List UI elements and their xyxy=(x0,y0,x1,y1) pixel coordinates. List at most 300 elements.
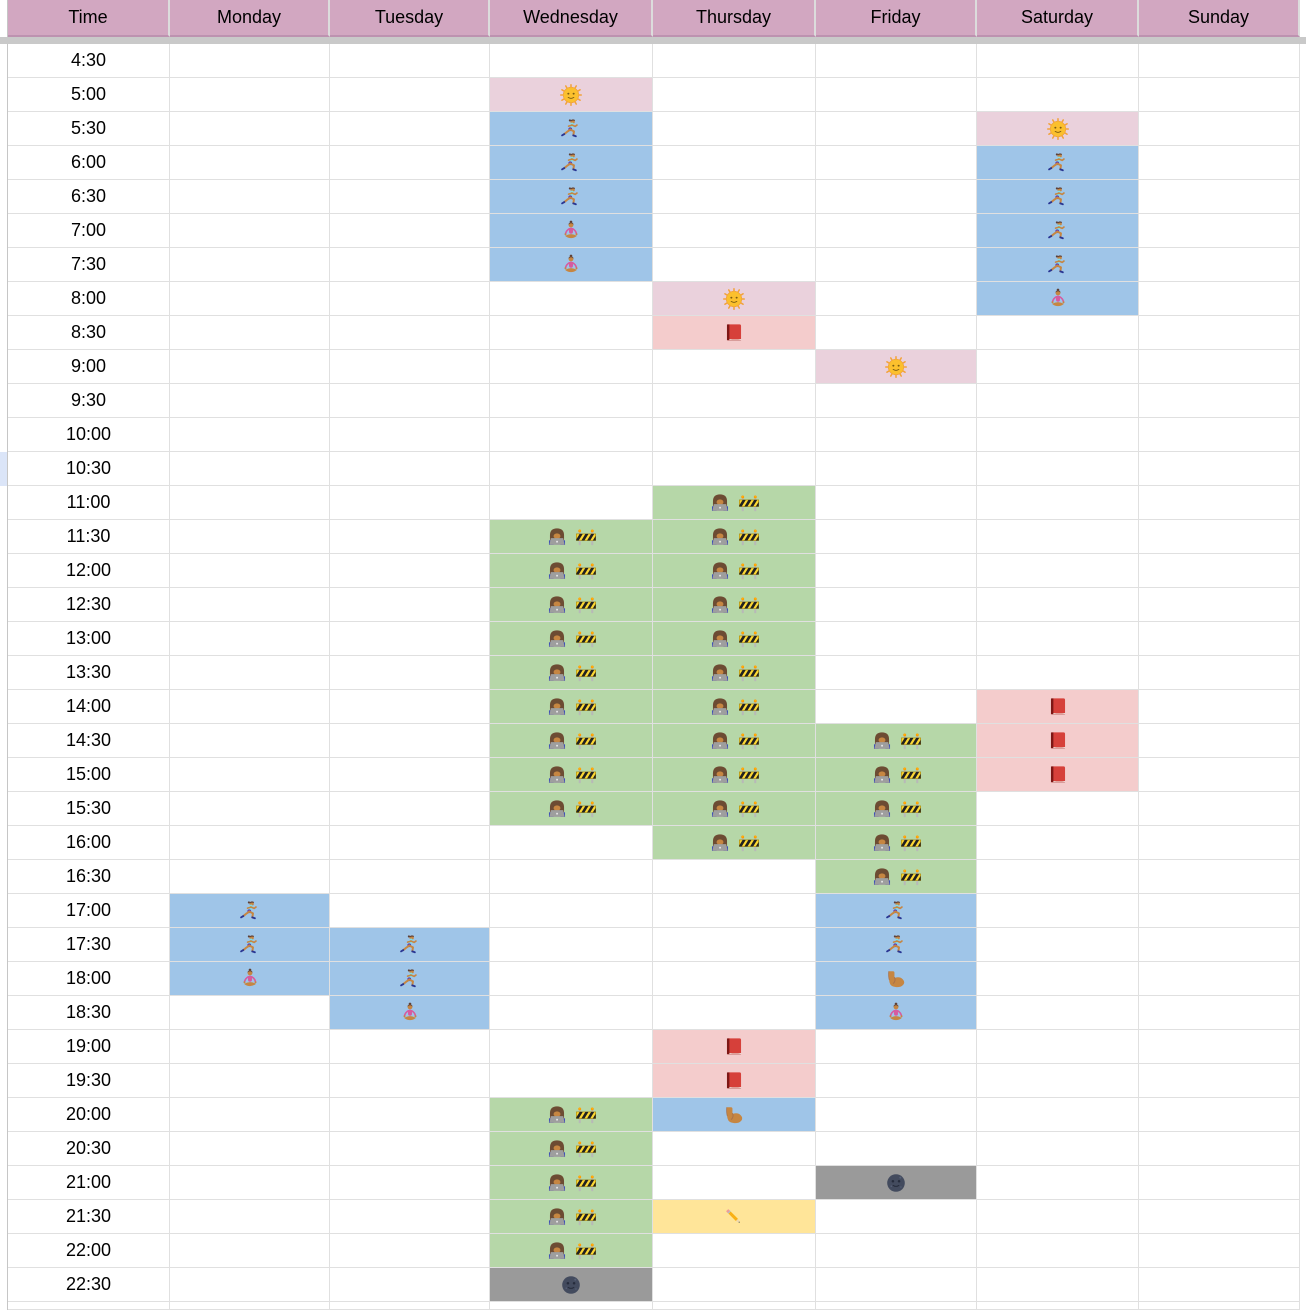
cell-saturday-11:00[interactable] xyxy=(977,486,1139,520)
cell-sunday-4:30[interactable] xyxy=(1139,44,1300,78)
cell-monday-9:00[interactable] xyxy=(170,350,330,384)
cell-thursday-5:30[interactable] xyxy=(653,112,816,146)
cell-tuesday-21:30[interactable] xyxy=(330,1200,490,1234)
cell-monday-10:00[interactable] xyxy=(170,418,330,452)
cell-saturday-11:30[interactable] xyxy=(977,520,1139,554)
cell-friday-13:00[interactable] xyxy=(816,622,977,656)
cell-monday-6:00[interactable] xyxy=(170,146,330,180)
cell-thursday-21:30[interactable] xyxy=(653,1200,816,1234)
cell-thursday-9:30[interactable] xyxy=(653,384,816,418)
time-label-14:30[interactable]: 14:30 xyxy=(8,724,170,758)
cell-monday-5:30[interactable] xyxy=(170,112,330,146)
time-label-20:00[interactable]: 20:00 xyxy=(8,1098,170,1132)
cell-monday-16:00[interactable] xyxy=(170,826,330,860)
cell-friday-5:30[interactable] xyxy=(816,112,977,146)
time-label-20:30[interactable]: 20:30 xyxy=(8,1132,170,1166)
cell-saturday-22:00[interactable] xyxy=(977,1234,1139,1268)
cell-thursday-6:00[interactable] xyxy=(653,146,816,180)
time-label-empty[interactable] xyxy=(8,1302,170,1310)
cell-thursday-18:30[interactable] xyxy=(653,996,816,1030)
cell-tuesday-20:00[interactable] xyxy=(330,1098,490,1132)
column-header-tuesday[interactable]: Tuesday xyxy=(330,0,490,37)
cell-saturday-17:00[interactable] xyxy=(977,894,1139,928)
cell-friday-18:30[interactable] xyxy=(816,996,977,1030)
cell-friday-11:00[interactable] xyxy=(816,486,977,520)
cell-wednesday-8:00[interactable] xyxy=(490,282,653,316)
cell-friday-12:30[interactable] xyxy=(816,588,977,622)
cell-saturday-5:30[interactable] xyxy=(977,112,1139,146)
cell-saturday-20:00[interactable] xyxy=(977,1098,1139,1132)
cell-thursday-18:00[interactable] xyxy=(653,962,816,996)
cell-wednesday-14:00[interactable] xyxy=(490,690,653,724)
cell-wednesday-15:00[interactable] xyxy=(490,758,653,792)
cell-monday-7:30[interactable] xyxy=(170,248,330,282)
cell-monday-8:00[interactable] xyxy=(170,282,330,316)
cell-monday-21:00[interactable] xyxy=(170,1166,330,1200)
cell-friday-6:30[interactable] xyxy=(816,180,977,214)
cell-friday-20:30[interactable] xyxy=(816,1132,977,1166)
cell-friday-4:30[interactable] xyxy=(816,44,977,78)
cell-thursday-6:30[interactable] xyxy=(653,180,816,214)
time-label-13:30[interactable]: 13:30 xyxy=(8,656,170,690)
cell-tuesday-13:30[interactable] xyxy=(330,656,490,690)
cell-tuesday-5:00[interactable] xyxy=(330,78,490,112)
time-label-12:30[interactable]: 12:30 xyxy=(8,588,170,622)
cell-sunday-9:30[interactable] xyxy=(1139,384,1300,418)
cell-wednesday-18:30[interactable] xyxy=(490,996,653,1030)
cell-thursday-4:30[interactable] xyxy=(653,44,816,78)
cell-tuesday-22:00[interactable] xyxy=(330,1234,490,1268)
cell-sunday-19:00[interactable] xyxy=(1139,1030,1300,1064)
cell-sunday-15:00[interactable] xyxy=(1139,758,1300,792)
cell-sunday-16:00[interactable] xyxy=(1139,826,1300,860)
cell-monday-13:30[interactable] xyxy=(170,656,330,690)
cell-saturday-7:00[interactable] xyxy=(977,214,1139,248)
cell-thursday-22:00[interactable] xyxy=(653,1234,816,1268)
cell-wednesday-12:30[interactable] xyxy=(490,588,653,622)
cell-saturday-6:30[interactable] xyxy=(977,180,1139,214)
time-label-12:00[interactable]: 12:00 xyxy=(8,554,170,588)
cell-sunday-20:00[interactable] xyxy=(1139,1098,1300,1132)
cell-wednesday-11:30[interactable] xyxy=(490,520,653,554)
cell-saturday-18:30[interactable] xyxy=(977,996,1139,1030)
cell-monday-14:30[interactable] xyxy=(170,724,330,758)
cell-wednesday-11:00[interactable] xyxy=(490,486,653,520)
cell-sunday-8:00[interactable] xyxy=(1139,282,1300,316)
column-header-time[interactable]: Time xyxy=(8,0,170,37)
cell-saturday-12:30[interactable] xyxy=(977,588,1139,622)
time-label-6:30[interactable]: 6:30 xyxy=(8,180,170,214)
cell-wednesday-21:30[interactable] xyxy=(490,1200,653,1234)
time-label-14:00[interactable]: 14:00 xyxy=(8,690,170,724)
cell-wednesday-10:30[interactable] xyxy=(490,452,653,486)
cell-friday-19:00[interactable] xyxy=(816,1030,977,1064)
cell-wednesday-17:00[interactable] xyxy=(490,894,653,928)
column-header-sunday[interactable]: Sunday xyxy=(1139,0,1300,37)
column-header-saturday[interactable]: Saturday xyxy=(977,0,1139,37)
cell-thursday-bottom[interactable] xyxy=(653,1302,816,1310)
cell-sunday-18:30[interactable] xyxy=(1139,996,1300,1030)
cell-tuesday-10:30[interactable] xyxy=(330,452,490,486)
time-label-5:00[interactable]: 5:00 xyxy=(8,78,170,112)
cell-thursday-14:30[interactable] xyxy=(653,724,816,758)
cell-thursday-10:30[interactable] xyxy=(653,452,816,486)
cell-tuesday-8:30[interactable] xyxy=(330,316,490,350)
cell-thursday-13:30[interactable] xyxy=(653,656,816,690)
cell-thursday-9:00[interactable] xyxy=(653,350,816,384)
cell-sunday-19:30[interactable] xyxy=(1139,1064,1300,1098)
cell-wednesday-13:30[interactable] xyxy=(490,656,653,690)
cell-monday-22:00[interactable] xyxy=(170,1234,330,1268)
cell-wednesday-19:00[interactable] xyxy=(490,1030,653,1064)
cell-saturday-19:30[interactable] xyxy=(977,1064,1139,1098)
cell-tuesday-5:30[interactable] xyxy=(330,112,490,146)
cell-saturday-21:30[interactable] xyxy=(977,1200,1139,1234)
cell-friday-11:30[interactable] xyxy=(816,520,977,554)
cell-thursday-13:00[interactable] xyxy=(653,622,816,656)
cell-saturday-10:30[interactable] xyxy=(977,452,1139,486)
cell-thursday-17:30[interactable] xyxy=(653,928,816,962)
cell-wednesday-16:00[interactable] xyxy=(490,826,653,860)
time-label-16:00[interactable]: 16:00 xyxy=(8,826,170,860)
cell-friday-14:00[interactable] xyxy=(816,690,977,724)
cell-wednesday-6:00[interactable] xyxy=(490,146,653,180)
cell-friday-20:00[interactable] xyxy=(816,1098,977,1132)
cell-friday-13:30[interactable] xyxy=(816,656,977,690)
column-header-thursday[interactable]: Thursday xyxy=(653,0,816,37)
cell-saturday-4:30[interactable] xyxy=(977,44,1139,78)
cell-monday-15:00[interactable] xyxy=(170,758,330,792)
cell-thursday-12:30[interactable] xyxy=(653,588,816,622)
time-label-8:00[interactable]: 8:00 xyxy=(8,282,170,316)
time-label-9:00[interactable]: 9:00 xyxy=(8,350,170,384)
cell-monday-19:00[interactable] xyxy=(170,1030,330,1064)
cell-friday-9:30[interactable] xyxy=(816,384,977,418)
cell-sunday-20:30[interactable] xyxy=(1139,1132,1300,1166)
cell-saturday-8:00[interactable] xyxy=(977,282,1139,316)
cell-saturday-21:00[interactable] xyxy=(977,1166,1139,1200)
cell-wednesday-6:30[interactable] xyxy=(490,180,653,214)
cell-sunday-21:30[interactable] xyxy=(1139,1200,1300,1234)
cell-tuesday-10:00[interactable] xyxy=(330,418,490,452)
cell-friday-7:30[interactable] xyxy=(816,248,977,282)
cell-sunday-7:30[interactable] xyxy=(1139,248,1300,282)
cell-sunday-12:00[interactable] xyxy=(1139,554,1300,588)
cell-tuesday-19:00[interactable] xyxy=(330,1030,490,1064)
cell-tuesday-21:00[interactable] xyxy=(330,1166,490,1200)
cell-saturday-10:00[interactable] xyxy=(977,418,1139,452)
time-label-22:30[interactable]: 22:30 xyxy=(8,1268,170,1302)
time-label-15:00[interactable]: 15:00 xyxy=(8,758,170,792)
cell-tuesday-14:00[interactable] xyxy=(330,690,490,724)
time-label-4:30[interactable]: 4:30 xyxy=(8,44,170,78)
cell-tuesday-8:00[interactable] xyxy=(330,282,490,316)
cell-tuesday-15:30[interactable] xyxy=(330,792,490,826)
cell-tuesday-17:30[interactable] xyxy=(330,928,490,962)
cell-wednesday-20:30[interactable] xyxy=(490,1132,653,1166)
cell-tuesday-15:00[interactable] xyxy=(330,758,490,792)
time-label-7:30[interactable]: 7:30 xyxy=(8,248,170,282)
cell-monday-9:30[interactable] xyxy=(170,384,330,418)
column-header-wednesday[interactable]: Wednesday xyxy=(490,0,653,37)
cell-saturday-15:30[interactable] xyxy=(977,792,1139,826)
cell-tuesday-13:00[interactable] xyxy=(330,622,490,656)
cell-thursday-11:30[interactable] xyxy=(653,520,816,554)
time-label-11:00[interactable]: 11:00 xyxy=(8,486,170,520)
cell-sunday-17:00[interactable] xyxy=(1139,894,1300,928)
cell-saturday-9:00[interactable] xyxy=(977,350,1139,384)
time-label-21:30[interactable]: 21:30 xyxy=(8,1200,170,1234)
cell-tuesday-9:00[interactable] xyxy=(330,350,490,384)
time-label-15:30[interactable]: 15:30 xyxy=(8,792,170,826)
cell-saturday-5:00[interactable] xyxy=(977,78,1139,112)
cell-friday-17:30[interactable] xyxy=(816,928,977,962)
cell-sunday-16:30[interactable] xyxy=(1139,860,1300,894)
cell-saturday-14:30[interactable] xyxy=(977,724,1139,758)
cell-wednesday-4:30[interactable] xyxy=(490,44,653,78)
cell-sunday-6:00[interactable] xyxy=(1139,146,1300,180)
time-label-5:30[interactable]: 5:30 xyxy=(8,112,170,146)
cell-wednesday-15:30[interactable] xyxy=(490,792,653,826)
cell-tuesday-22:30[interactable] xyxy=(330,1268,490,1302)
cell-tuesday-12:30[interactable] xyxy=(330,588,490,622)
cell-friday-22:00[interactable] xyxy=(816,1234,977,1268)
cell-sunday-10:00[interactable] xyxy=(1139,418,1300,452)
cell-saturday-17:30[interactable] xyxy=(977,928,1139,962)
cell-friday-16:00[interactable] xyxy=(816,826,977,860)
cell-friday-18:00[interactable] xyxy=(816,962,977,996)
cell-thursday-17:00[interactable] xyxy=(653,894,816,928)
cell-friday-8:30[interactable] xyxy=(816,316,977,350)
cell-monday-18:30[interactable] xyxy=(170,996,330,1030)
cell-tuesday-4:30[interactable] xyxy=(330,44,490,78)
cell-tuesday-11:00[interactable] xyxy=(330,486,490,520)
cell-monday-bottom[interactable] xyxy=(170,1302,330,1310)
cell-saturday-14:00[interactable] xyxy=(977,690,1139,724)
cell-thursday-16:00[interactable] xyxy=(653,826,816,860)
cell-monday-4:30[interactable] xyxy=(170,44,330,78)
cell-wednesday-16:30[interactable] xyxy=(490,860,653,894)
time-label-16:30[interactable]: 16:30 xyxy=(8,860,170,894)
cell-thursday-8:30[interactable] xyxy=(653,316,816,350)
time-label-21:00[interactable]: 21:00 xyxy=(8,1166,170,1200)
cell-monday-18:00[interactable] xyxy=(170,962,330,996)
cell-thursday-7:30[interactable] xyxy=(653,248,816,282)
cell-saturday-15:00[interactable] xyxy=(977,758,1139,792)
cell-wednesday-12:00[interactable] xyxy=(490,554,653,588)
cell-saturday-13:00[interactable] xyxy=(977,622,1139,656)
cell-sunday-13:30[interactable] xyxy=(1139,656,1300,690)
cell-friday-19:30[interactable] xyxy=(816,1064,977,1098)
time-label-13:00[interactable]: 13:00 xyxy=(8,622,170,656)
cell-thursday-11:00[interactable] xyxy=(653,486,816,520)
cell-thursday-20:30[interactable] xyxy=(653,1132,816,1166)
cell-monday-5:00[interactable] xyxy=(170,78,330,112)
cell-thursday-7:00[interactable] xyxy=(653,214,816,248)
cell-sunday-21:00[interactable] xyxy=(1139,1166,1300,1200)
cell-monday-21:30[interactable] xyxy=(170,1200,330,1234)
column-header-friday[interactable]: Friday xyxy=(816,0,977,37)
cell-monday-7:00[interactable] xyxy=(170,214,330,248)
cell-tuesday-16:30[interactable] xyxy=(330,860,490,894)
cell-sunday-5:30[interactable] xyxy=(1139,112,1300,146)
cell-sunday-13:00[interactable] xyxy=(1139,622,1300,656)
cell-sunday-15:30[interactable] xyxy=(1139,792,1300,826)
cell-wednesday-7:00[interactable] xyxy=(490,214,653,248)
cell-sunday-11:00[interactable] xyxy=(1139,486,1300,520)
cell-wednesday-22:00[interactable] xyxy=(490,1234,653,1268)
column-header-monday[interactable]: Monday xyxy=(170,0,330,37)
cell-thursday-19:00[interactable] xyxy=(653,1030,816,1064)
cell-wednesday-18:00[interactable] xyxy=(490,962,653,996)
cell-sunday-5:00[interactable] xyxy=(1139,78,1300,112)
cell-thursday-15:30[interactable] xyxy=(653,792,816,826)
cell-monday-8:30[interactable] xyxy=(170,316,330,350)
cell-friday-21:30[interactable] xyxy=(816,1200,977,1234)
cell-thursday-21:00[interactable] xyxy=(653,1166,816,1200)
cell-sunday-22:30[interactable] xyxy=(1139,1268,1300,1302)
cell-wednesday-17:30[interactable] xyxy=(490,928,653,962)
cell-sunday-bottom[interactable] xyxy=(1139,1302,1300,1310)
cell-thursday-5:00[interactable] xyxy=(653,78,816,112)
cell-wednesday-5:00[interactable] xyxy=(490,78,653,112)
cell-tuesday-17:00[interactable] xyxy=(330,894,490,928)
cell-tuesday-9:30[interactable] xyxy=(330,384,490,418)
cell-saturday-22:30[interactable] xyxy=(977,1268,1139,1302)
cell-saturday-19:00[interactable] xyxy=(977,1030,1139,1064)
cell-friday-12:00[interactable] xyxy=(816,554,977,588)
cell-wednesday-14:30[interactable] xyxy=(490,724,653,758)
cell-friday-7:00[interactable] xyxy=(816,214,977,248)
cell-saturday-6:00[interactable] xyxy=(977,146,1139,180)
cell-wednesday-13:00[interactable] xyxy=(490,622,653,656)
cell-thursday-19:30[interactable] xyxy=(653,1064,816,1098)
cell-saturday-bottom[interactable] xyxy=(977,1302,1139,1310)
cell-friday-8:00[interactable] xyxy=(816,282,977,316)
cell-monday-14:00[interactable] xyxy=(170,690,330,724)
cell-monday-13:00[interactable] xyxy=(170,622,330,656)
cell-friday-21:00[interactable] xyxy=(816,1166,977,1200)
cell-wednesday-22:30[interactable] xyxy=(490,1268,653,1302)
cell-saturday-16:00[interactable] xyxy=(977,826,1139,860)
cell-monday-20:00[interactable] xyxy=(170,1098,330,1132)
cell-wednesday-19:30[interactable] xyxy=(490,1064,653,1098)
cell-monday-19:30[interactable] xyxy=(170,1064,330,1098)
cell-saturday-12:00[interactable] xyxy=(977,554,1139,588)
cell-sunday-8:30[interactable] xyxy=(1139,316,1300,350)
cell-tuesday-7:30[interactable] xyxy=(330,248,490,282)
cell-thursday-16:30[interactable] xyxy=(653,860,816,894)
cell-wednesday-10:00[interactable] xyxy=(490,418,653,452)
cell-tuesday-7:00[interactable] xyxy=(330,214,490,248)
cell-monday-12:30[interactable] xyxy=(170,588,330,622)
cell-tuesday-11:30[interactable] xyxy=(330,520,490,554)
time-label-17:30[interactable]: 17:30 xyxy=(8,928,170,962)
cell-tuesday-18:30[interactable] xyxy=(330,996,490,1030)
cell-tuesday-14:30[interactable] xyxy=(330,724,490,758)
cell-friday-10:00[interactable] xyxy=(816,418,977,452)
time-label-6:00[interactable]: 6:00 xyxy=(8,146,170,180)
cell-thursday-15:00[interactable] xyxy=(653,758,816,792)
time-label-9:30[interactable]: 9:30 xyxy=(8,384,170,418)
time-label-19:00[interactable]: 19:00 xyxy=(8,1030,170,1064)
cell-sunday-6:30[interactable] xyxy=(1139,180,1300,214)
cell-saturday-16:30[interactable] xyxy=(977,860,1139,894)
time-label-17:00[interactable]: 17:00 xyxy=(8,894,170,928)
cell-monday-6:30[interactable] xyxy=(170,180,330,214)
time-label-18:00[interactable]: 18:00 xyxy=(8,962,170,996)
cell-thursday-10:00[interactable] xyxy=(653,418,816,452)
cell-wednesday-20:00[interactable] xyxy=(490,1098,653,1132)
cell-tuesday-12:00[interactable] xyxy=(330,554,490,588)
time-label-19:30[interactable]: 19:30 xyxy=(8,1064,170,1098)
cell-tuesday-bottom[interactable] xyxy=(330,1302,490,1310)
cell-friday-6:00[interactable] xyxy=(816,146,977,180)
cell-sunday-10:30[interactable] xyxy=(1139,452,1300,486)
time-label-10:30[interactable]: 10:30 xyxy=(8,452,170,486)
cell-thursday-20:00[interactable] xyxy=(653,1098,816,1132)
cell-saturday-8:30[interactable] xyxy=(977,316,1139,350)
cell-wednesday-21:00[interactable] xyxy=(490,1166,653,1200)
cell-monday-20:30[interactable] xyxy=(170,1132,330,1166)
time-label-18:30[interactable]: 18:30 xyxy=(8,996,170,1030)
time-label-22:00[interactable]: 22:00 xyxy=(8,1234,170,1268)
time-label-8:30[interactable]: 8:30 xyxy=(8,316,170,350)
cell-friday-16:30[interactable] xyxy=(816,860,977,894)
cell-sunday-7:00[interactable] xyxy=(1139,214,1300,248)
cell-friday-14:30[interactable] xyxy=(816,724,977,758)
time-label-11:30[interactable]: 11:30 xyxy=(8,520,170,554)
cell-wednesday-8:30[interactable] xyxy=(490,316,653,350)
cell-saturday-9:30[interactable] xyxy=(977,384,1139,418)
cell-friday-bottom[interactable] xyxy=(816,1302,977,1310)
cell-saturday-13:30[interactable] xyxy=(977,656,1139,690)
cell-tuesday-18:00[interactable] xyxy=(330,962,490,996)
cell-monday-16:30[interactable] xyxy=(170,860,330,894)
cell-sunday-12:30[interactable] xyxy=(1139,588,1300,622)
cell-tuesday-20:30[interactable] xyxy=(330,1132,490,1166)
cell-thursday-14:00[interactable] xyxy=(653,690,816,724)
cell-wednesday-9:30[interactable] xyxy=(490,384,653,418)
cell-monday-22:30[interactable] xyxy=(170,1268,330,1302)
cell-tuesday-19:30[interactable] xyxy=(330,1064,490,1098)
cell-wednesday-9:00[interactable] xyxy=(490,350,653,384)
cell-sunday-11:30[interactable] xyxy=(1139,520,1300,554)
cell-sunday-14:00[interactable] xyxy=(1139,690,1300,724)
time-label-10:00[interactable]: 10:00 xyxy=(8,418,170,452)
time-label-7:00[interactable]: 7:00 xyxy=(8,214,170,248)
cell-friday-15:00[interactable] xyxy=(816,758,977,792)
cell-sunday-22:00[interactable] xyxy=(1139,1234,1300,1268)
cell-sunday-14:30[interactable] xyxy=(1139,724,1300,758)
cell-saturday-20:30[interactable] xyxy=(977,1132,1139,1166)
cell-friday-15:30[interactable] xyxy=(816,792,977,826)
cell-friday-10:30[interactable] xyxy=(816,452,977,486)
cell-saturday-18:00[interactable] xyxy=(977,962,1139,996)
cell-thursday-8:00[interactable] xyxy=(653,282,816,316)
cell-monday-11:30[interactable] xyxy=(170,520,330,554)
cell-wednesday-7:30[interactable] xyxy=(490,248,653,282)
cell-monday-17:00[interactable] xyxy=(170,894,330,928)
cell-thursday-22:30[interactable] xyxy=(653,1268,816,1302)
cell-thursday-12:00[interactable] xyxy=(653,554,816,588)
cell-monday-11:00[interactable] xyxy=(170,486,330,520)
cell-sunday-9:00[interactable] xyxy=(1139,350,1300,384)
cell-friday-9:00[interactable] xyxy=(816,350,977,384)
cell-sunday-18:00[interactable] xyxy=(1139,962,1300,996)
cell-saturday-7:30[interactable] xyxy=(977,248,1139,282)
cell-monday-10:30[interactable] xyxy=(170,452,330,486)
